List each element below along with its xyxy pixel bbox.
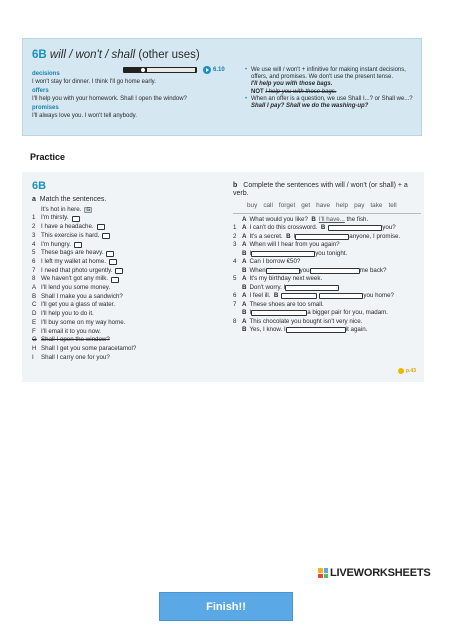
word-bank-item: forget — [278, 202, 296, 209]
line-6b: you home? — [363, 292, 394, 299]
line-4b-mid: you — [299, 266, 310, 274]
answer-box-7[interactable] — [251, 310, 307, 316]
word-bank-item: get — [301, 202, 311, 209]
use-label: decisions — [32, 71, 60, 77]
answer-box-6b[interactable] — [319, 293, 363, 299]
grammar-title — [32, 49, 200, 61]
match-answer-box[interactable] — [106, 251, 114, 257]
line-4b: me back? — [359, 266, 387, 274]
exercise-a — [32, 196, 232, 362]
grammar-title-text: will / won't / shall — [49, 49, 136, 61]
grammar-code: 6B — [32, 49, 47, 61]
option-letter: F — [32, 327, 36, 335]
match-item — [32, 214, 232, 223]
match-item — [32, 223, 232, 232]
grammar-uses — [32, 69, 247, 120]
line-1a: I can't do this crossword. — [249, 224, 318, 231]
word-bank — [233, 202, 421, 214]
option-letter: C — [32, 301, 37, 309]
example-line-b: the fish. — [346, 215, 369, 223]
page-ref-text: p.43 — [405, 368, 416, 374]
exercise-box — [22, 172, 424, 382]
answer-box-6a[interactable] — [281, 293, 317, 299]
answer-box-1[interactable] — [328, 225, 382, 231]
page-reference — [398, 368, 416, 374]
note-not-label: NOT — [251, 88, 264, 95]
match-option — [32, 328, 232, 337]
item-text: I'm hungry. — [41, 240, 71, 248]
match-option — [32, 319, 232, 328]
match-answer-box[interactable] — [115, 268, 123, 274]
item-number: 7 — [32, 266, 36, 274]
option-text: I'll email it to you now. — [41, 327, 101, 335]
option-text: I'll lend you some money. — [41, 284, 111, 292]
line-8b-pre: Yes, I know. I — [249, 326, 286, 333]
option-text: Shall I carry one for you? — [41, 353, 110, 361]
option-text: Shall I get you some paracetamol? — [41, 344, 137, 352]
note-2: • When an offer is a question, we use Shall I...? or Shall we...? — [245, 96, 417, 103]
item-text: We haven't got any milk. — [41, 275, 109, 283]
word-bank-item: buy — [247, 202, 258, 209]
exercise-b: b Complete the sentences with will / won't (or shall) + a verb. buy call forget get have help pay take tell A What would you like? B I'll have... the fish. 1 A I can't do this crossword. B you? 2 A It's a secret. B anyone, I promise. 3 A When will I hear from you again? B you tonight. 4 A Can I borrow €50? B When you me back? 5 A It's my birthday next week. B Don't worry. I 6 A I feel ill. B you home? 7 A These shoes are too small. B a bigger pair for you, madam. 8 A This chocolate you bought isn't very nice. B Yes, I know. I it again. — [233, 182, 421, 335]
option-text: I'll buy some on my way home. — [41, 318, 126, 326]
line-8b: it again. — [345, 326, 368, 333]
example-answer: I'll have... — [318, 215, 345, 223]
item-number: 5 — [32, 249, 36, 257]
answer-box-2[interactable] — [295, 234, 349, 240]
logo-text: LIVEWORKSHEETS — [330, 567, 431, 579]
item-number: 8 — [32, 275, 36, 283]
use-example: I'll always love you. I won't tell anybody. — [32, 112, 137, 119]
grammar-box — [22, 38, 422, 136]
match-option — [32, 301, 232, 310]
match-option — [32, 293, 232, 302]
match-item — [32, 232, 232, 241]
use-example: I won't stay for dinner. I think I'll go home early. — [32, 78, 156, 85]
option-letter: A — [32, 284, 37, 292]
option-letter: E — [32, 318, 37, 326]
option-text: I'll help you to do it. — [41, 310, 94, 318]
exercise-a-instruction: Match the sentences. — [39, 196, 107, 203]
item-text: I need that photo urgently. — [41, 266, 113, 274]
match-item — [32, 275, 232, 284]
line-7b: a bigger pair for you, madam. — [307, 309, 389, 316]
grammar-title-suffix: (other uses) — [138, 49, 200, 61]
example-sentence: It's hot in here. — [41, 205, 82, 213]
match-option — [32, 336, 232, 345]
item-text: I left my wallet at home. — [41, 257, 106, 265]
option-text: I'll get you a glass of water. — [41, 301, 116, 309]
exercise-code: 6B — [32, 180, 47, 192]
liveworksheets-logo — [318, 567, 431, 579]
match-answer-box[interactable] — [97, 224, 105, 230]
example-line-a: What would you like? — [249, 215, 308, 223]
match-option — [32, 284, 232, 293]
line-2b: anyone, I promise. — [349, 232, 401, 240]
answer-box-8[interactable] — [286, 327, 346, 333]
match-item — [32, 258, 232, 267]
line-1b: you? — [382, 224, 396, 231]
option-letter: H — [32, 344, 37, 352]
item-number: 3 — [32, 231, 36, 239]
practice-heading: Practice — [30, 152, 66, 162]
match-option — [32, 345, 232, 354]
option-text: Shall I make you a sandwich? — [41, 292, 123, 300]
option-letter: I — [32, 353, 34, 361]
match-answer-box[interactable] — [111, 277, 119, 283]
option-letter: D — [32, 310, 37, 318]
exercise-a-letter: a — [32, 196, 36, 203]
line-5b: Don't worry. I — [249, 283, 286, 291]
item-number: 2 — [32, 223, 36, 231]
word-bank-item: help — [336, 202, 349, 209]
item-number: 6 — [32, 257, 36, 265]
answer-box-4b[interactable] — [310, 268, 360, 274]
match-answer-box[interactable] — [72, 216, 80, 222]
option-letter: B — [32, 292, 37, 300]
line-5a: It's my birthday next week. — [249, 275, 323, 282]
track-number: 6.10 — [213, 67, 225, 73]
line-3b: you tonight. — [315, 249, 348, 257]
match-item — [32, 241, 232, 250]
item-text: These bags are heavy. — [41, 249, 104, 257]
finish-button[interactable]: Finish!! — [159, 592, 293, 621]
line-6a: I feel ill. — [249, 292, 271, 299]
match-item — [32, 249, 232, 258]
word-bank-item: pay — [354, 202, 365, 209]
exercise-b-letter: b — [233, 182, 238, 189]
word-bank-item: have — [316, 202, 330, 209]
line-4b-pre: When — [249, 266, 266, 274]
line-3a: When will I hear from you again? — [249, 241, 340, 248]
use-label: promises — [32, 105, 59, 111]
page-ref-icon — [398, 368, 404, 374]
item-number: 4 — [32, 240, 36, 248]
word-bank-item: call — [263, 202, 273, 209]
line-7a: These shoes are too small. — [249, 300, 324, 308]
answer-box-3[interactable] — [251, 251, 315, 257]
match-answer-box[interactable] — [102, 233, 110, 239]
answer-box-5[interactable] — [285, 285, 339, 291]
line-4a: Can I borrow €50? — [249, 258, 301, 265]
match-answer-box[interactable] — [74, 242, 82, 248]
note-1: • We use will / won't + infinitive for making instant decisions, offers, and promises. We don't use the present tense. — [245, 67, 417, 81]
note-not-example: I help you with those bags. — [265, 88, 337, 95]
item-text: I'm thirsty. — [41, 214, 69, 222]
match-item — [32, 267, 232, 276]
grammar-notes — [245, 67, 417, 110]
line-8a: This chocolate you bought isn't very nice. — [249, 317, 363, 325]
logo-icon — [318, 568, 328, 578]
use-label: offers — [32, 88, 49, 94]
note-2-example: Shall I pay? Shall we do the washing-up? — [251, 103, 369, 110]
word-bank-item: take — [370, 202, 383, 209]
item-text: This exercise is hard. — [41, 231, 100, 239]
item-text: I have a headache. — [41, 223, 94, 231]
option-letter: G — [32, 336, 37, 344]
option-text: Shall I open the window? — [41, 336, 110, 344]
exercise-b-instruction: Complete the sentences with will / won't (or shall) + a verb. — [233, 182, 408, 197]
item-number: 1 — [32, 214, 36, 222]
match-option — [32, 310, 232, 319]
word-bank-item: tell — [388, 202, 397, 209]
use-example: I'll help you with your homework. Shall I open the window? — [32, 95, 187, 102]
note-1-example: I'll help you with those bags. — [251, 81, 333, 88]
example-answer-box: G — [84, 207, 92, 213]
match-answer-box[interactable] — [109, 259, 117, 265]
answer-box-4a[interactable] — [266, 268, 300, 274]
line-2a: It's a secret. — [249, 232, 283, 240]
match-option — [32, 354, 232, 363]
